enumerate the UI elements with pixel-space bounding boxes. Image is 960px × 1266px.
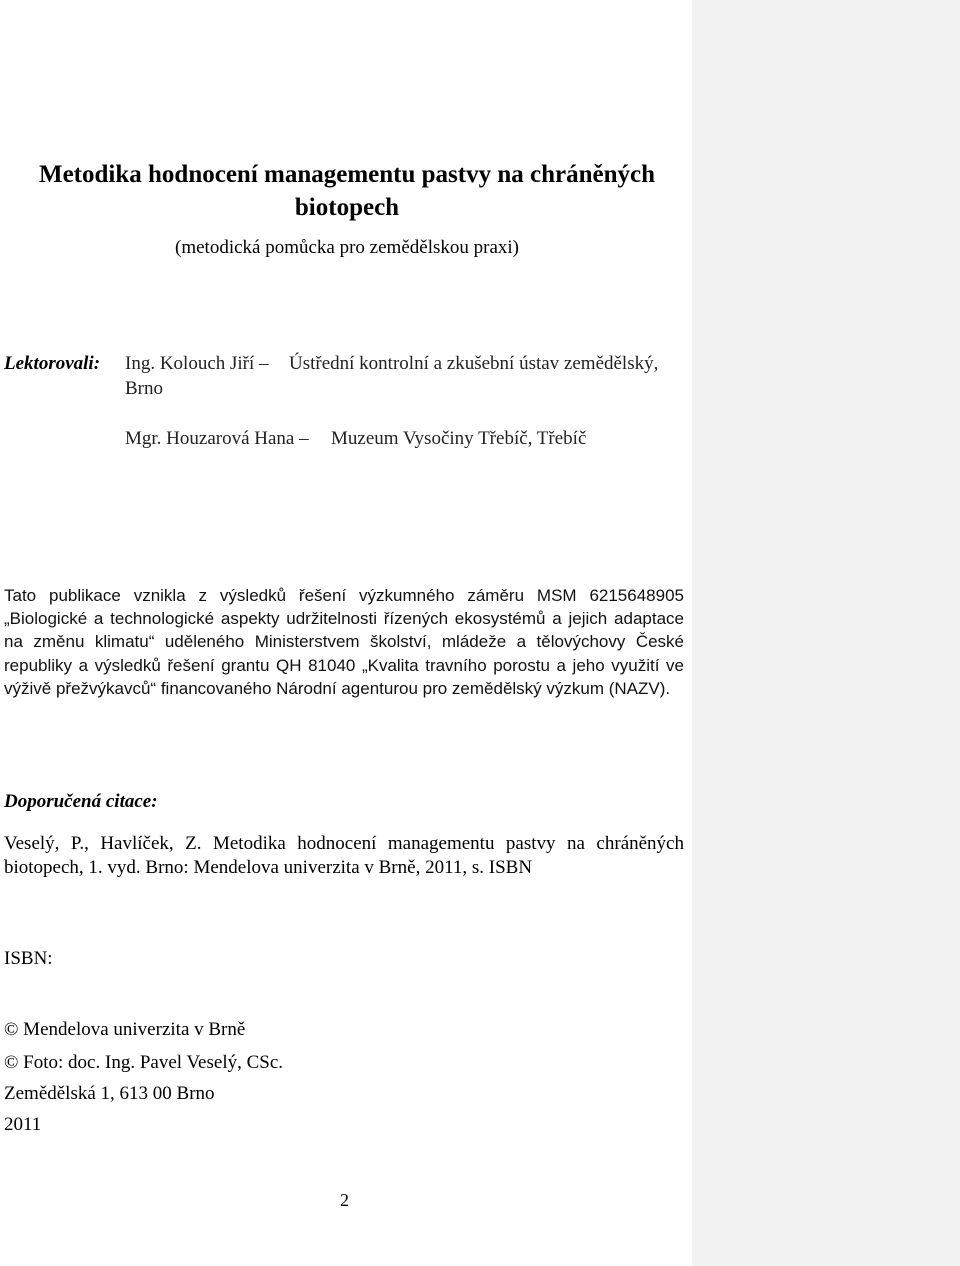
document-title: Metodika hodnocení managementu pastvy na chráněných biotopech [38,161,655,221]
document-subtitle: (metodická pomůcka pro zemědělskou praxi) [175,237,519,258]
reviewer-2-org: Muzeum Vysočiny Třebíč, Třebíč [331,428,587,449]
citation-heading: Doporučená citace: [4,791,158,812]
reviewer-1-city: Brno [125,378,163,399]
comment-margin-panel [692,0,960,1266]
funding-paragraph: Tato publikace vznikla z výsledků řešení výzkumného záměru MSM 6215648905 „Biologické a technologické aspekty udržitelnosti řízených ekosystémů a jejich adaptace na změnu klimatu“ uděleného Ministerstvem školství, mládeže a tělovýchovy České republiky a výsledků řešení grantu QH 81040 „Kvalita travního porostu a jeho využití ve výživě přežvýkavců“ financovaného Národní agenturou pro zemědělský výzkum (NAZV). [4,586,684,698]
reviewer-2-name: Mgr. Houzarová Hana – [125,428,309,449]
page-number: 2 [340,1190,349,1210]
copyright-publisher: © Mendelova univerzita v Brně [4,1019,246,1040]
reviewers-label: Lektorovali: [4,353,101,374]
reviewer-1-org: Ústřední kontrolní a zkušební ústav zemědělský, [289,353,659,374]
isbn-label: ISBN: [4,948,53,969]
reviewer-1-name: Ing. Kolouch Jiří – [125,353,269,374]
copyright-photo: © Foto: doc. Ing. Pavel Veselý, CSc. [4,1052,284,1073]
reviewer-2 [125,428,587,450]
citation-text: Veselý, P., Havlíček, Z. Metodika hodnocení managementu pastvy na chráněných biotopech, 1. vyd. Brno: Mendelova univerzita v Brně, 2011, s. ISBN [4,833,684,878]
publisher-address: Zemědělská 1, 613 00 Brno [4,1083,215,1104]
reviewer-1 [125,353,659,375]
publication-year: 2011 [4,1114,42,1135]
